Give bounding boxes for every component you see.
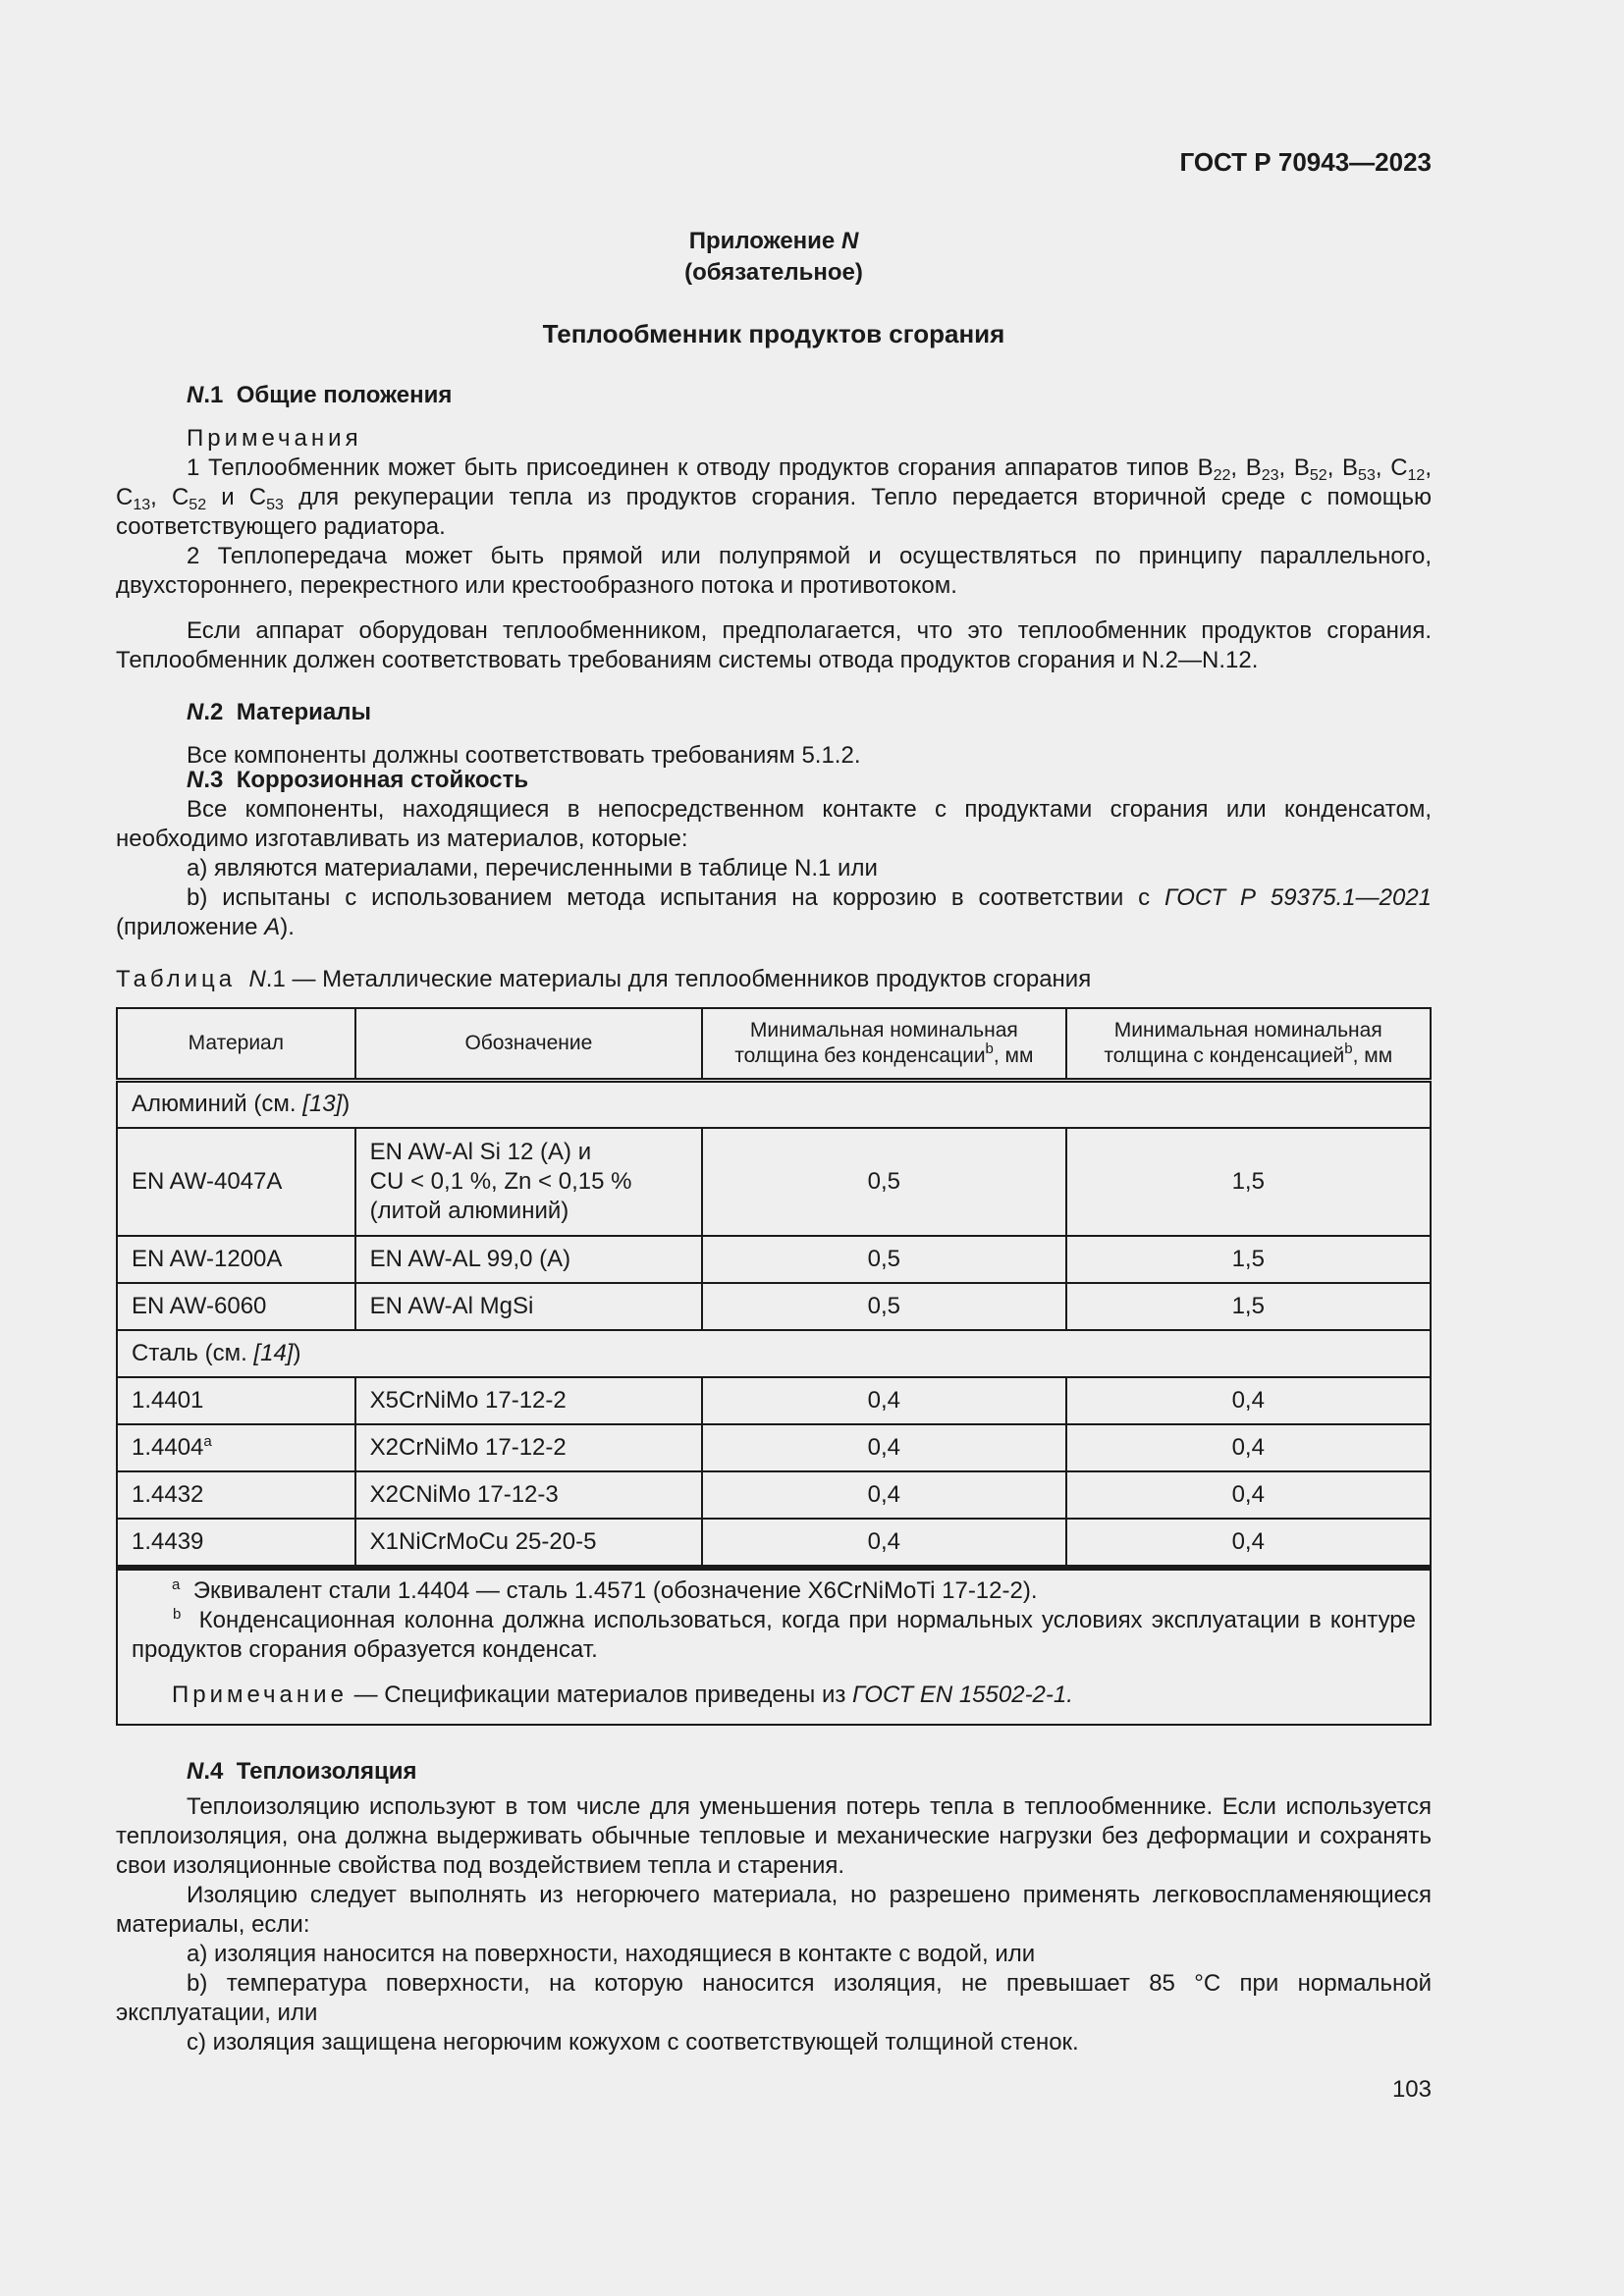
- group-label: Алюминий (см. [13]): [117, 1081, 1431, 1128]
- footnote-a: $^a$ Эквивалент стали 1.4404 — сталь 1.4571 (обозначение X6CrNiMoTi 17-12-2).: [172, 1575, 1038, 1604]
- group-label: Сталь (см. [14]): [117, 1330, 1431, 1377]
- table-row: [117, 1519, 1431, 1566]
- table-row: [117, 1283, 1431, 1330]
- paragraph: Все компоненты должны соответствовать требованиям 5.1.2.: [187, 742, 861, 769]
- section-heading: N.3 Коррозионная стойкость: [187, 767, 529, 793]
- section-n4: [116, 1757, 1432, 2057]
- cell-thickness: 0,4: [1066, 1424, 1431, 1471]
- paragraph: Все компоненты, находящиеся в непосредственном контакте с продуктами сгорания или конденсатом, необходимо изготавливать из материалов, которые:: [116, 796, 1432, 852]
- cell-material: 1.4432: [117, 1471, 355, 1519]
- cell-thickness: 0,5: [702, 1283, 1065, 1330]
- paragraph: Теплоизоляцию используют в том числе для уменьшения потерь тепла в теплообменнике. Если используется теплоизоляция, она должна выдерживать обычные тепловые и механические нагрузки без деформации и сохранять свои изоляционные свойства под воздействием тепла и старения.: [116, 1793, 1432, 1879]
- table-row: [117, 1236, 1431, 1283]
- table-row: [117, 1424, 1431, 1471]
- cell-material: EN AW-4047A: [117, 1128, 355, 1236]
- cell-material: 1.4404$^a$: [117, 1424, 355, 1471]
- cell-material: EN AW-6060: [117, 1283, 355, 1330]
- table-header-cell: Материал: [117, 1008, 355, 1081]
- table-header-row: [117, 1008, 1431, 1081]
- cell-thickness: 0,5: [702, 1128, 1065, 1236]
- cell-material: 1.4401: [117, 1377, 355, 1424]
- table-note: Примечание — Спецификации материалов приведены из ГОСТ EN 15502-2-1.: [172, 1681, 1073, 1708]
- cell-thickness: 0,4: [702, 1377, 1065, 1424]
- table-row: [117, 1471, 1431, 1519]
- paragraph: Если аппарат оборудован теплообменником, предполагается, что это теплообменник продуктов сгорания. Теплообменник должен соответствовать требованиям системы отвода продуктов сгорания и N.2—N.12.: [116, 617, 1432, 673]
- cell-designation: EN AW-Al MgSi: [355, 1283, 702, 1330]
- annex-title: Теплообменник продуктов сгорания: [542, 319, 1005, 348]
- notes-label: Примечания: [187, 425, 362, 452]
- section-heading: N.1 Общие положения: [187, 382, 453, 408]
- cell-thickness: 0,5: [702, 1236, 1065, 1283]
- cell-designation: X5CrNiMo 17-12-2: [355, 1377, 702, 1424]
- page-number: 103: [1391, 2076, 1432, 2103]
- cell-material: EN AW-1200A: [117, 1236, 355, 1283]
- table-header-cell: Минимальная номинальная толщина с конденсацией$^b$, мм: [1066, 1008, 1431, 1081]
- cell-thickness: 0,4: [1066, 1519, 1431, 1566]
- list-item: b) температура поверхности, на которую наносится изоляция, не превышает 85 °C при нормальной эксплуатации, или: [116, 1970, 1432, 2026]
- list-item: b) испытаны с использованием метода испытания на коррозию в соответствии с ГОСТ Р 59375.1—2021 (приложение А).: [116, 884, 1433, 940]
- cell-thickness: 1,5: [1066, 1128, 1431, 1236]
- table-row: [117, 1128, 1431, 1236]
- section-heading: N.4 Теплоизоляция: [187, 1758, 417, 1785]
- footnote-b: $^b$ Конденсационная колонна должна использоваться, когда при нормальных условиях эксплуатации в контуре продуктов сгорания образуется конденсат.: [132, 1605, 1416, 1663]
- paragraph: Изоляцию следует выполнять из негорючего материала, но разрешено применять легковоспламеняющиеся материалы, если:: [116, 1882, 1432, 1938]
- cell-thickness: 1,5: [1066, 1283, 1431, 1330]
- table-group-row: [117, 1081, 1431, 1128]
- cell-thickness: 0,4: [702, 1424, 1065, 1471]
- list-item: a) являются материалами, перечисленными в таблице N.1 или: [187, 855, 878, 881]
- annex-letter: N: [840, 228, 859, 254]
- section-heading: N.2 Материалы: [187, 699, 371, 725]
- list-item: c) изоляция защищена негорючим кожухом с соответствующей толщиной стенок.: [187, 2029, 1079, 2056]
- note-1: 1 Теплообменник может быть присоединен к отводу продуктов сгорания аппаратов типов $В_{22}$, $B_{23}$, $B_{52}$, $B_{53}$, $C_{12}$, $C_{13}$, $C_{52}$ и $C_{53}$ для рекуперации тепла из продуктов сгорания. Тепло передается вторичной среде с помощью соответствующего радиатора.: [116, 454, 1432, 540]
- cell-thickness: 1,5: [1066, 1236, 1431, 1283]
- cell-thickness: 0,4: [1066, 1471, 1431, 1519]
- list-item: a) изоляция наносится на поверхности, находящиеся в контакте с водой, или: [187, 1941, 1036, 1967]
- table-caption: Таблица N.1 — Металлические материалы для теплообменников продуктов сгорания: [116, 966, 1092, 992]
- cell-thickness: 0,4: [1066, 1377, 1431, 1424]
- cell-designation: X1NiCrMoCu 25-20-5: [355, 1519, 702, 1566]
- annex-heading: [116, 226, 1432, 289]
- note-2: 2 Теплопередача может быть прямой или полупрямой и осуществляться по принципу параллельного, двухстороннего, перекрестного или крестообразного потока и противотоком.: [116, 543, 1432, 599]
- section-n3: [116, 766, 1432, 942]
- table-row: [117, 1377, 1431, 1424]
- standard-code: ГОСТ Р 70943—2023: [1179, 147, 1432, 177]
- cell-material: 1.4439: [117, 1519, 355, 1566]
- cell-thickness: 0,4: [702, 1519, 1065, 1566]
- table-group-row: [117, 1330, 1431, 1377]
- annex-status: (обязательное): [684, 259, 863, 286]
- materials-table: [116, 1007, 1432, 1567]
- section-n2: [116, 698, 1432, 771]
- cell-designation: EN AW-Al Si 12 (A) и CU < 0,1 %, Zn < 0,15 % (литой алюминий): [355, 1128, 702, 1236]
- table-footnotes: [116, 1567, 1432, 1726]
- section-n1: [116, 381, 1432, 675]
- cell-designation: X2CNiMo 17-12-3: [355, 1471, 702, 1519]
- cell-designation: EN AW-AL 99,0 (A): [355, 1236, 702, 1283]
- cell-thickness: 0,4: [702, 1471, 1065, 1519]
- table-header-cell: Обозначение: [355, 1008, 702, 1081]
- materials-table-block: [116, 1007, 1432, 1726]
- table-header-cell: Минимальная номинальная толщина без конденсации$^b$, мм: [702, 1008, 1065, 1081]
- annex-label: Приложение: [688, 228, 836, 254]
- cell-designation: X2CrNiMo 17-12-2: [355, 1424, 702, 1471]
